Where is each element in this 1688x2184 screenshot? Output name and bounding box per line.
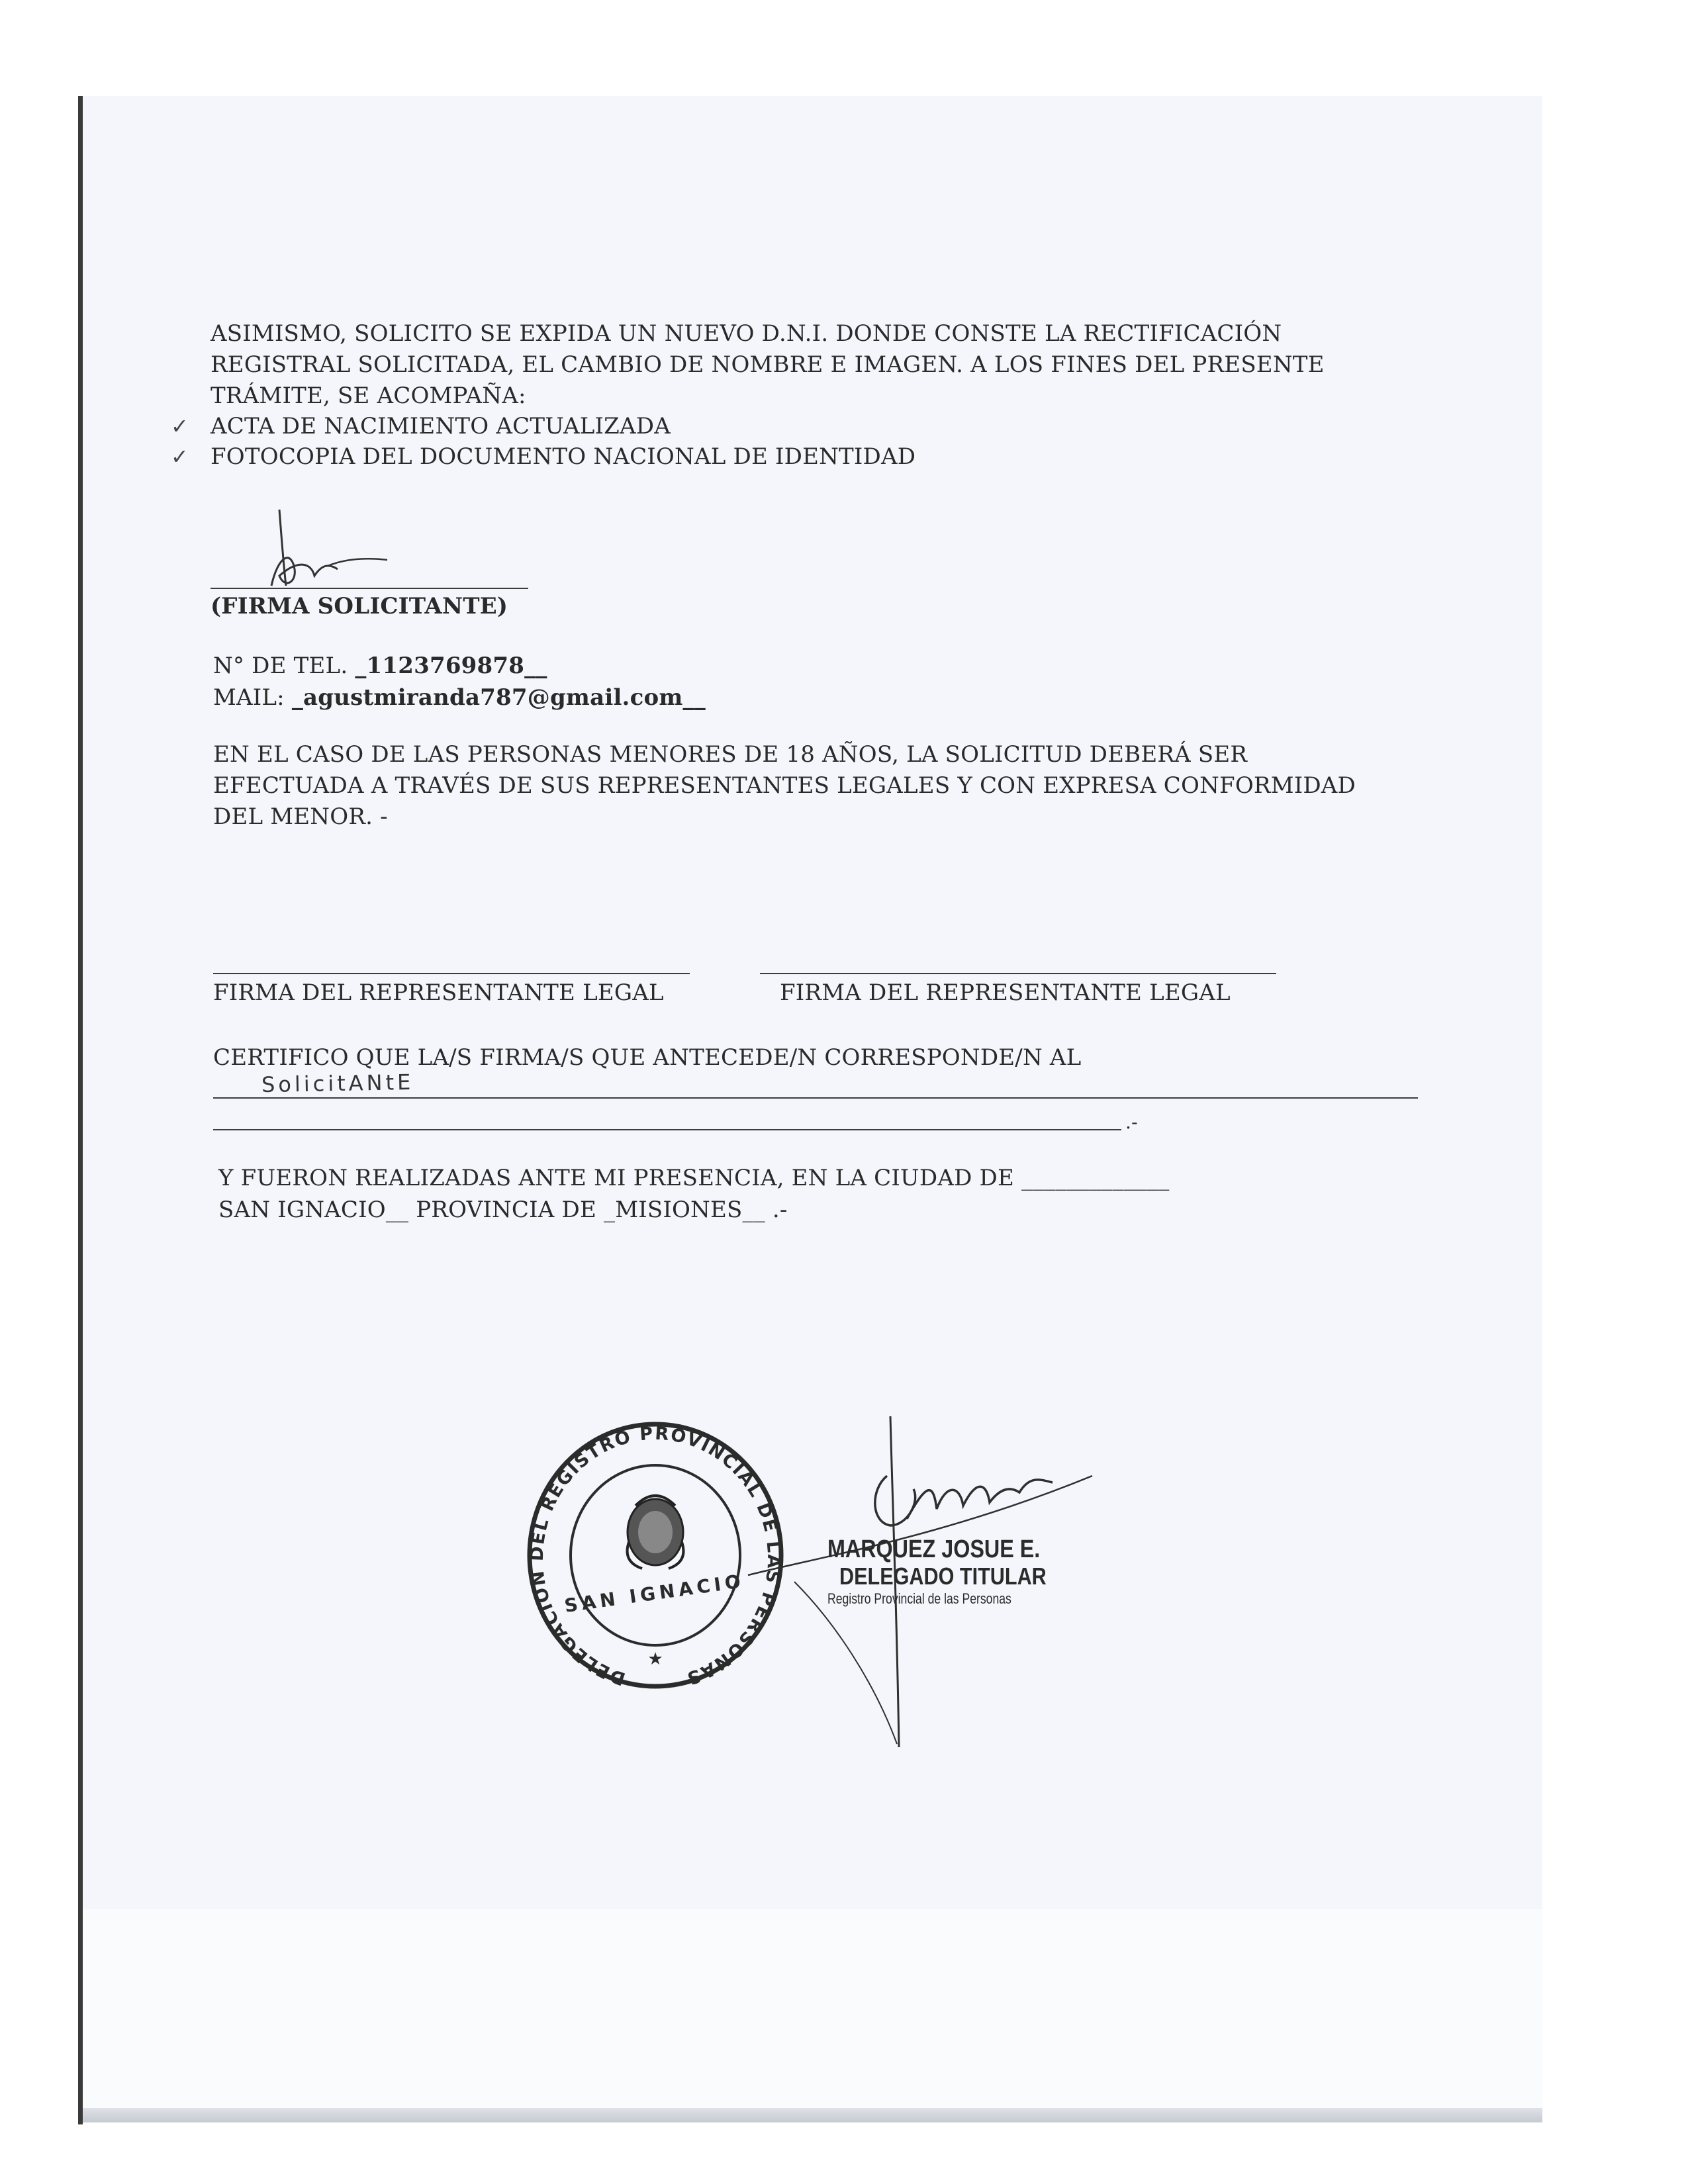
phone-line bbox=[213, 651, 547, 680]
official-title: DELEGADO TITULAR bbox=[839, 1563, 1047, 1590]
phone-value: _1123769878__ bbox=[355, 653, 547, 679]
seal-inner-text: SAN IGNACIO bbox=[563, 1570, 746, 1617]
official-name: MARQUEZ JOSUE E. bbox=[827, 1535, 1041, 1563]
certify-fill-line-2 bbox=[213, 1129, 1121, 1130]
attachment-item-1: ACTA DE NACIMIENTO ACTUALIZADA bbox=[211, 413, 671, 439]
rep-signature-line-1 bbox=[213, 973, 690, 974]
request-paragraph-line-2: REGISTRAL SOLICITADA, EL CAMBIO DE NOMBRE E IMAGEN. A LOS FINES DEL PRESENTE bbox=[211, 351, 1325, 378]
rep-signature-label-2: FIRMA DEL REPRESENTANTE LEGAL bbox=[780, 979, 1231, 1006]
applicant-signature-label: (FIRMA SOLICITANTE) bbox=[211, 593, 508, 619]
request-paragraph-line-1: ASIMISMO, SOLICITO SE EXPIDA UN NUEVO D.N.I. DONDE CONSTE LA RECTIFICACIÓN bbox=[211, 320, 1282, 347]
mail-value: _agustmiranda787@gmail.com__ bbox=[291, 684, 706, 711]
rep-signature-line-2 bbox=[760, 973, 1276, 974]
scan-left-edge bbox=[78, 96, 83, 2124]
phone-label: N° DE TEL. bbox=[213, 653, 355, 679]
certify-handwritten-value: SolicitANtE bbox=[261, 1069, 414, 1098]
official-name-stamp bbox=[827, 1535, 1083, 1608]
certify-line: CERTIFICO QUE LA/S FIRMA/S QUE ANTECEDE/N CORRESPONDE/N AL bbox=[213, 1044, 1082, 1071]
scan-bottom-edge bbox=[83, 2108, 1542, 2122]
minors-paragraph-line-3: DEL MENOR. - bbox=[213, 803, 388, 830]
star-icon: ★ bbox=[647, 1649, 663, 1669]
mail-line bbox=[213, 683, 706, 712]
scan-lower-background bbox=[83, 1909, 1542, 2108]
minors-paragraph-line-1: EN EL CASO DE LAS PERSONAS MENORES DE 18 AÑOS, LA SOLICITUD DEBERÁ SER bbox=[213, 741, 1248, 768]
request-paragraph-line-3: TRÁMITE, SE ACOMPAÑA: bbox=[211, 383, 526, 409]
minors-paragraph-line-2: EFECTUADA A TRAVÉS DE SUS REPRESENTANTES LEGALES Y CON EXPRESA CONFORMIDAD bbox=[213, 772, 1356, 799]
rep-signature-label-1: FIRMA DEL REPRESENTANTE LEGAL bbox=[213, 979, 664, 1006]
coat-of-arms-icon bbox=[628, 1496, 684, 1569]
place-line-2: SAN IGNACIO__ PROVINCIA DE _MISIONES__ .- bbox=[218, 1197, 788, 1223]
certify-line-end: .- bbox=[1125, 1111, 1138, 1133]
check-icon: ✓ bbox=[171, 444, 189, 469]
attachment-item-2: FOTOCOPIA DEL DOCUMENTO NACIONAL DE IDENTIDAD bbox=[211, 443, 916, 470]
check-icon: ✓ bbox=[171, 414, 189, 439]
applicant-signature-line bbox=[211, 588, 528, 589]
applicant-signature-drawing bbox=[265, 496, 410, 596]
certify-fill-line-1 bbox=[213, 1097, 1418, 1099]
mail-label: MAIL: bbox=[213, 684, 292, 711]
official-office: Registro Provincial de las Personas bbox=[827, 1590, 1011, 1607]
seal-ring-text: DELEGACION DEL REGISTRO PROVINCIAL DE LAS PERSONAS bbox=[526, 1423, 784, 1690]
place-line-1: Y FUERON REALIZADAS ANTE MI PRESENCIA, EN LA CIUDAD DE _____________ bbox=[218, 1165, 1170, 1191]
